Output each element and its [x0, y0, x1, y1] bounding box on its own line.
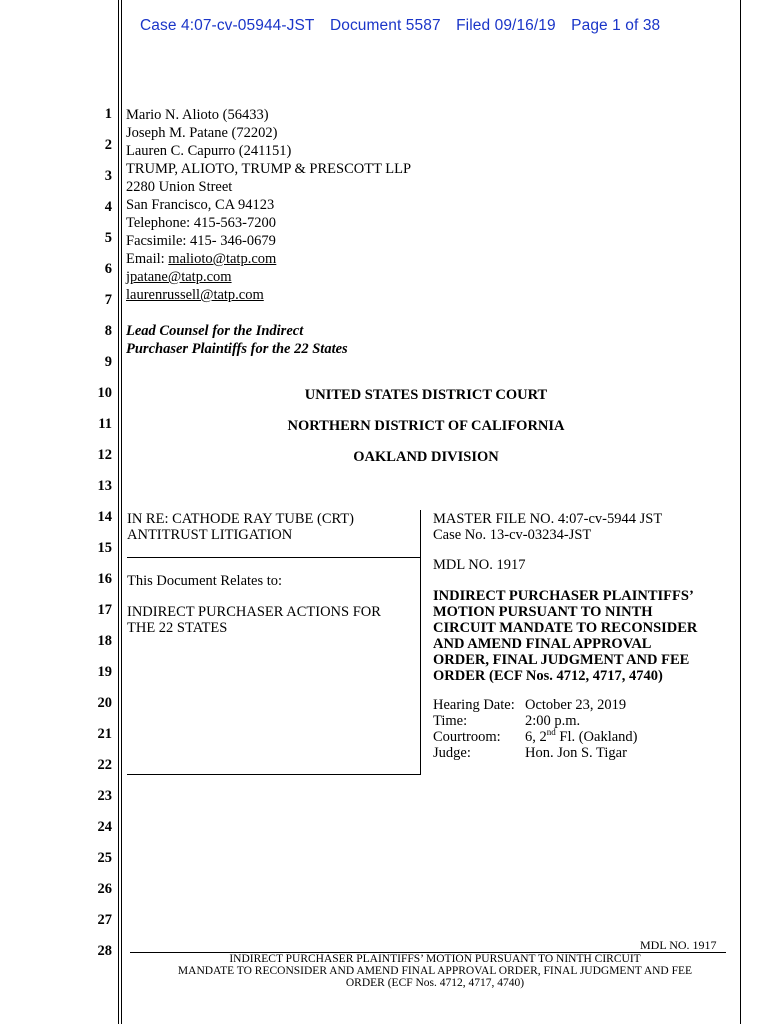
- line-number: 20: [97, 695, 112, 711]
- motion-title: ORDER, FINAL JUDGMENT AND FEE: [433, 652, 690, 668]
- line-number: 2: [104, 137, 112, 153]
- counsel-name: Lauren C. Capurro (241151): [126, 143, 292, 159]
- line-number: 15: [97, 540, 112, 556]
- footer-title: INDIRECT PURCHASER PLAINTIFFS’ MOTION PURSUANT TO NINTH CIRCUIT: [229, 953, 641, 965]
- line-number: 22: [97, 757, 112, 773]
- email-link[interactable]: malioto@tatp.com: [168, 251, 277, 267]
- counsel-name: Joseph M. Patane (72202): [126, 125, 278, 141]
- document-number: Document 5587: [329, 17, 441, 34]
- hearing-time-label: Time:: [433, 713, 468, 729]
- caption-divider: [127, 557, 420, 558]
- caption-vertical-rule: [420, 510, 421, 775]
- counsel-role: Purchaser Plaintiffs for the 22 States: [126, 341, 348, 357]
- courtroom-label: Courtroom:: [433, 729, 501, 745]
- law-firm: TRUMP, ALIOTO, TRUMP & PRESCOTT LLP: [126, 161, 412, 177]
- line-number: 18: [97, 633, 112, 649]
- motion-title: ORDER (ECF Nos. 4712, 4717, 4740): [433, 668, 663, 684]
- line-number: 19: [97, 664, 112, 680]
- judge: Hon. Jon S. Tigar: [525, 745, 627, 761]
- court-district: NORTHERN DISTRICT OF CALIFORNIA: [287, 418, 565, 434]
- hearing-time: 2:00 p.m.: [525, 713, 581, 729]
- line-number: 23: [97, 788, 112, 804]
- line-number: 4: [104, 199, 112, 215]
- motion-title: AND AMEND FINAL APPROVAL: [433, 636, 652, 652]
- line-number: 13: [97, 478, 112, 494]
- line-number: 11: [98, 416, 112, 432]
- email-label: Email:: [126, 251, 169, 267]
- line-number: 24: [97, 819, 112, 835]
- case-number-line: Case No. 13-cv-03234-JST: [433, 527, 592, 543]
- case-number: Case 4:07-cv-05944-JST: [140, 17, 315, 34]
- firm-telephone: Telephone: 415-563-7200: [126, 215, 276, 231]
- counsel-name: Mario N. Alioto (56433): [126, 107, 269, 123]
- footer-title: ORDER (ECF Nos. 4712, 4717, 4740): [345, 977, 525, 989]
- line-number: 8: [104, 323, 112, 339]
- hearing-date: October 23, 2019: [525, 697, 627, 713]
- left-margin-rule: [118, 0, 119, 1024]
- caption-in-re: IN RE: CATHODE RAY TUBE (CRT): [127, 511, 354, 527]
- line-number: 14: [97, 509, 112, 525]
- ecf-header-stamp: [140, 17, 671, 35]
- courtroom-post: Fl. (Oakland): [555, 729, 638, 745]
- courtroom: [525, 729, 638, 745]
- mdl-number: MDL NO. 1917: [433, 557, 526, 573]
- footer-mdl: MDL NO. 1917: [640, 938, 717, 952]
- master-file-number: MASTER FILE NO. 4:07-cv-5944 JST: [433, 511, 663, 527]
- counsel-role: Lead Counsel for the Indirect: [126, 323, 304, 339]
- line-number: 1: [104, 106, 112, 122]
- footer-title: MANDATE TO RECONSIDER AND AMEND FINAL APPROVAL ORDER, FINAL JUDGMENT AND FEE: [177, 965, 693, 977]
- caption-bottom-rule: [127, 774, 421, 775]
- line-number: 16: [97, 571, 112, 587]
- motion-title: MOTION PURSUANT TO NINTH: [433, 604, 653, 620]
- firm-street: 2280 Union Street: [126, 179, 233, 195]
- line-number: 26: [97, 881, 112, 897]
- email-link[interactable]: jpatane@tatp.com: [126, 269, 232, 285]
- line-number: 21: [97, 726, 112, 742]
- email-link[interactable]: laurenrussell@tatp.com: [126, 287, 264, 303]
- caption-actions: THE 22 STATES: [127, 620, 228, 636]
- caption-in-re: ANTITRUST LITIGATION: [127, 527, 293, 543]
- line-number: 10: [97, 385, 112, 401]
- line-number: 6: [104, 261, 112, 277]
- firm-city: San Francisco, CA 94123: [126, 197, 275, 213]
- line-number: 7: [104, 292, 112, 308]
- firm-facsimile: Facsimile: 415- 346-0679: [126, 233, 276, 249]
- line-number: 3: [104, 168, 112, 184]
- line-number: 17: [97, 602, 112, 618]
- line-number: 27: [97, 912, 112, 928]
- court-name: UNITED STATES DISTRICT COURT: [304, 387, 548, 403]
- hearing-date-label: Hearing Date:: [433, 697, 515, 713]
- motion-title: INDIRECT PURCHASER PLAINTIFFS’: [433, 588, 694, 604]
- courtroom-pre: 6, 2: [525, 729, 547, 745]
- hearing-info: [433, 697, 638, 761]
- court-division: OAKLAND DIVISION: [353, 449, 499, 465]
- motion-title: CIRCUIT MANDATE TO RECONSIDER: [433, 620, 698, 636]
- line-number: 9: [104, 354, 112, 370]
- right-margin-rule: [740, 0, 741, 1024]
- caption-actions: INDIRECT PURCHASER ACTIONS FOR: [127, 604, 381, 620]
- page-count: Page 1 of 38: [571, 17, 661, 34]
- line-number: 5: [104, 230, 112, 246]
- line-number: 25: [97, 850, 112, 866]
- caption-relates: This Document Relates to:: [127, 573, 283, 589]
- filed-date: Filed 09/16/19: [456, 17, 556, 34]
- line-number: 28: [97, 943, 112, 959]
- email-line: [126, 251, 276, 268]
- line-number: 12: [97, 447, 112, 463]
- judge-label: Judge:: [433, 745, 471, 761]
- courtroom-sup: nd: [546, 727, 556, 738]
- left-margin-rule-inner: [121, 0, 122, 1024]
